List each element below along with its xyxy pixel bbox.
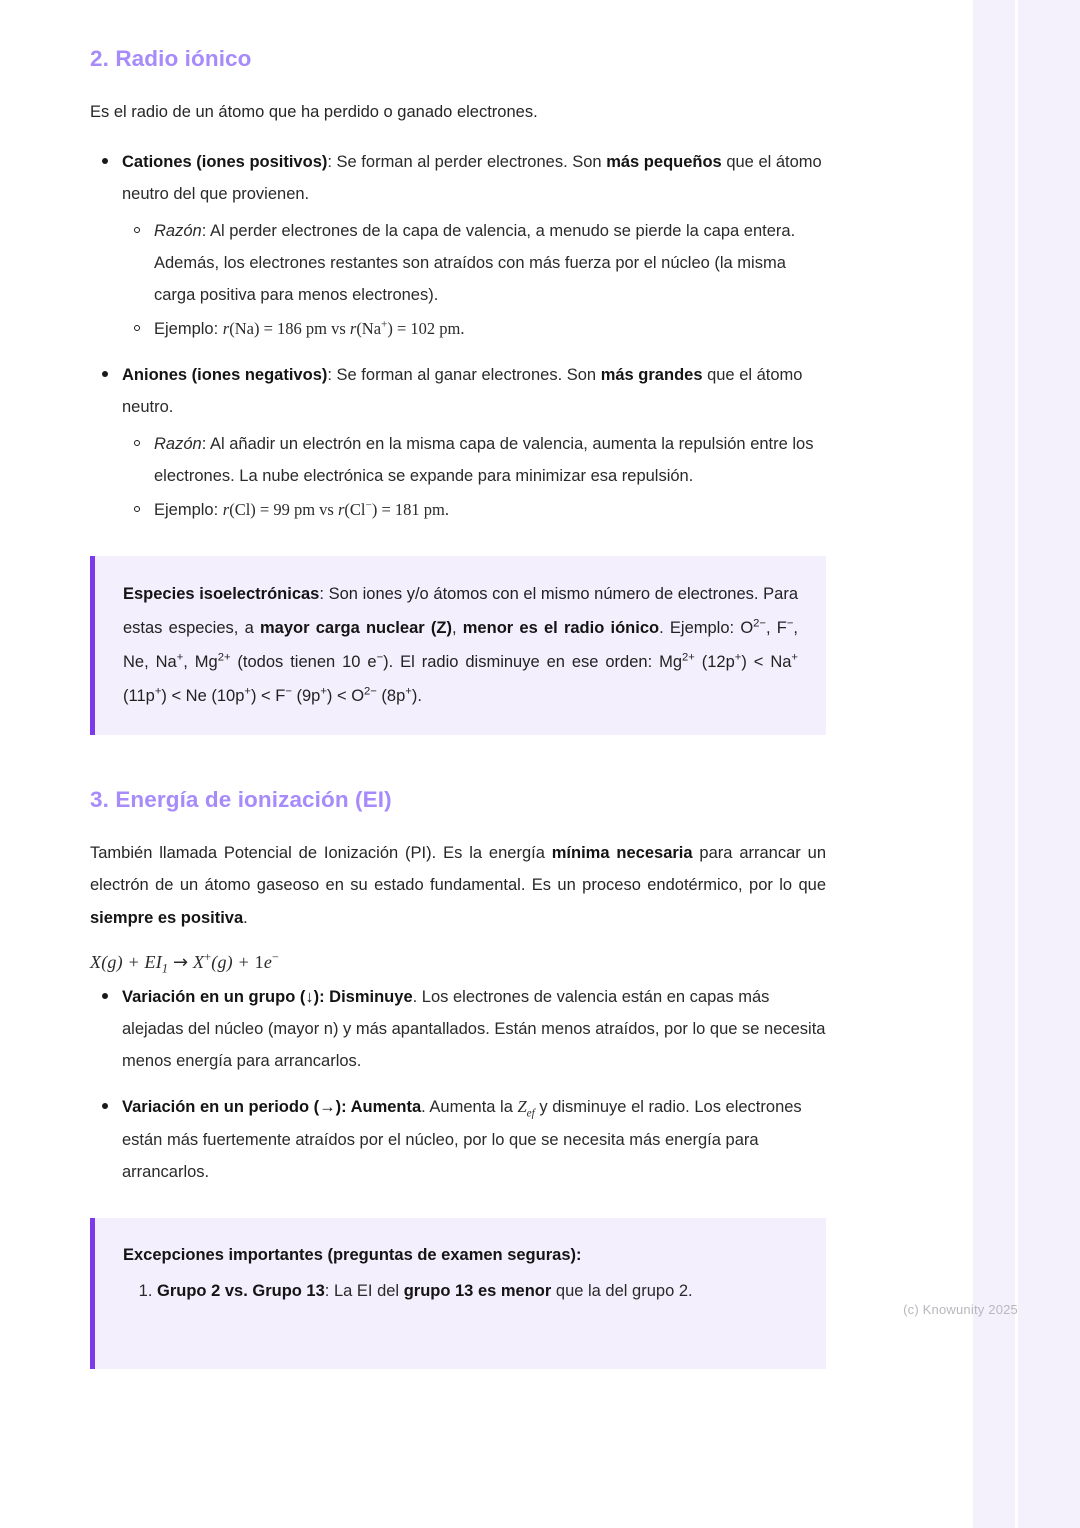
aniones-sublist (122, 428, 826, 527)
ionization-equation: $X(g) + EI_1 \to X^+(g) + 1e^-$ (90, 949, 280, 976)
aniones-text-2: que el átomo neutro. (122, 366, 803, 417)
bullet-dot-icon (102, 1103, 108, 1109)
list-item-aniones (90, 359, 826, 526)
list-item-variacion-periodo (90, 1091, 826, 1188)
cationes-razon-text: : Al perder electrones de la capa de valencia, a menudo se pierde la capa entera. Además, los electrones restantes son atraídos con más fuerza por el núcleo (la misma carga positiva para menos electrones). (154, 221, 796, 304)
aniones-razon-label: Razón (154, 434, 202, 453)
energia-bullet-list (90, 981, 826, 1188)
variacion-periodo-lead: Variación en un periodo (→): Aumenta (122, 1098, 422, 1117)
list-item-aniones-ejemplo: Ejemplo: r(Cl) = 99 pm vs r(Cl−) = 181 pm. (122, 494, 826, 526)
callout-excepciones-list (123, 1275, 798, 1307)
excepcion-text-b: que la del grupo 2. (551, 1282, 693, 1301)
callout-especies-body: Especies isoelectrónicas: Son iones y/o átomos con el mismo número de electrones. Para estas especies, a mayor carga nuclear (Z), menor es el radio iónico. Ejemplo: $O^{2-}$, F−, Ne, Na+, $Mg^{2+}$ (todos tienen 10 e−). El radio disminuye en ese orden: $Mg^{2+}$ (12p+) < Na+ (11p+) < Ne (10p+) < F− $(9p^+) < O^{2-}$ (8p+). (123, 585, 799, 705)
aniones-lead: Aniones (iones negativos) (122, 366, 328, 385)
callout-excepciones-title: Excepciones importantes (preguntas de examen seguras): (123, 1245, 582, 1264)
bullet-dot-icon (102, 371, 108, 377)
list-item-variacion-grupo (90, 981, 826, 1078)
cationes-bold-2: más pequeños (606, 153, 722, 172)
list-item-cationes-ejemplo: Ejemplo: r(Na) = 186 pm vs r(Na+) = 102 pm. (122, 313, 826, 345)
excepcion-bold: grupo 13 es menor (403, 1282, 552, 1301)
aniones-bold-2: más grandes (600, 366, 703, 385)
bullet-ring-icon (134, 325, 140, 331)
list-item-aniones-razon (122, 428, 826, 492)
list-item-cationes (90, 146, 826, 345)
cationes-ejemplo-label: Ejemplo (154, 320, 214, 339)
callout-excepciones-importantes (90, 1218, 826, 1370)
excepcion-lead: Grupo 2 vs. Grupo 13 (157, 1282, 325, 1301)
cationes-text-2: que el átomo neutro del que provienen. (122, 153, 822, 204)
section-intro-radio-ionico: Es el radio de un átomo que ha perdido o ganado electrones. (90, 103, 538, 121)
aniones-text-1: : Se forman al ganar electrones. Son (327, 366, 601, 385)
document-content (90, 46, 826, 1369)
cationes-lead: Cationes (iones positivos) (122, 153, 328, 172)
aniones-razon-text: : Al añadir un electrón en la misma capa de valencia, aumenta la repulsión entre los electrones. La nube electrónica se expande para minimizar esa repulsión. (154, 434, 814, 485)
aniones-ejemplo-math: r(Cl) = 99 pm vs r(Cl−) = 181 pm. (222, 499, 449, 519)
bullet-ring-icon (134, 440, 140, 446)
energia-intro-bold-1: mínima necesaria (551, 844, 693, 863)
copyright-watermark: (c) Knowunity 2025 (903, 1302, 1018, 1318)
cationes-razon-label: Razón (154, 221, 202, 240)
callout-especies-isoelectronicas (90, 556, 826, 735)
list-item-cationes-razon (122, 215, 826, 312)
energia-intro-bold-2: siempre es positiva (90, 908, 244, 927)
bullet-dot-icon (102, 993, 108, 999)
cationes-text-1: : Se forman al perder electrones. Son (327, 153, 607, 172)
variacion-grupo-text: . Los electrones de valencia están en capas más alejadas del núcleo (mayor n) y más apantallados. Están menos atraídos, por lo que se necesita menos energía para arrancarlos. (122, 987, 826, 1071)
cationes-sublist (122, 215, 826, 346)
list-item-excepcion-grupo2-grupo13 (157, 1275, 798, 1307)
zef-symbol: $Z_{ef}$ (517, 1097, 535, 1120)
section-intro-energia-ionizacion (90, 837, 826, 934)
cationes-ejemplo-math: r(Na) = 186 pm vs r(Na+) = 102 pm. (222, 318, 465, 339)
variacion-periodo-text-b: y disminuye el radio. Los electrones están más fuertemente atraídos por el núcleo, por lo que se necesita más energía para arrancarlos. (122, 1098, 802, 1181)
excepcion-text-a: : La EI del (324, 1282, 404, 1301)
callout-especies-bold-1: mayor carga nuclear (Z) (259, 618, 452, 637)
bullet-ring-icon (134, 506, 140, 512)
callout-especies-title: Especies isoelectrónicas (123, 585, 320, 604)
aniones-ejemplo-label: Ejemplo (154, 500, 214, 519)
bullet-ring-icon (134, 227, 140, 233)
section-title-energia-ionizacion: 3. Energía de ionización (EI) (90, 787, 392, 813)
variacion-grupo-lead: Variación en un grupo (↓): Disminuye (122, 987, 413, 1006)
energia-intro-1: También llamada Potencial de Ionización (PI). Es la energía (90, 844, 552, 863)
radio-ionico-bullet-list (90, 146, 826, 526)
callout-especies-bold-2: menor es el radio iónico (462, 618, 660, 637)
section-title-radio-ionico: 2. Radio iónico (90, 46, 252, 71)
variacion-periodo-text-a: . Aumenta la (421, 1098, 518, 1117)
energia-intro-3: . (243, 908, 248, 927)
energia-intro-2: para arrancar un electrón de un átomo gaseoso en su estado fundamental. Es un proceso endotérmico, por lo que (90, 844, 826, 895)
bullet-dot-icon (102, 158, 108, 164)
